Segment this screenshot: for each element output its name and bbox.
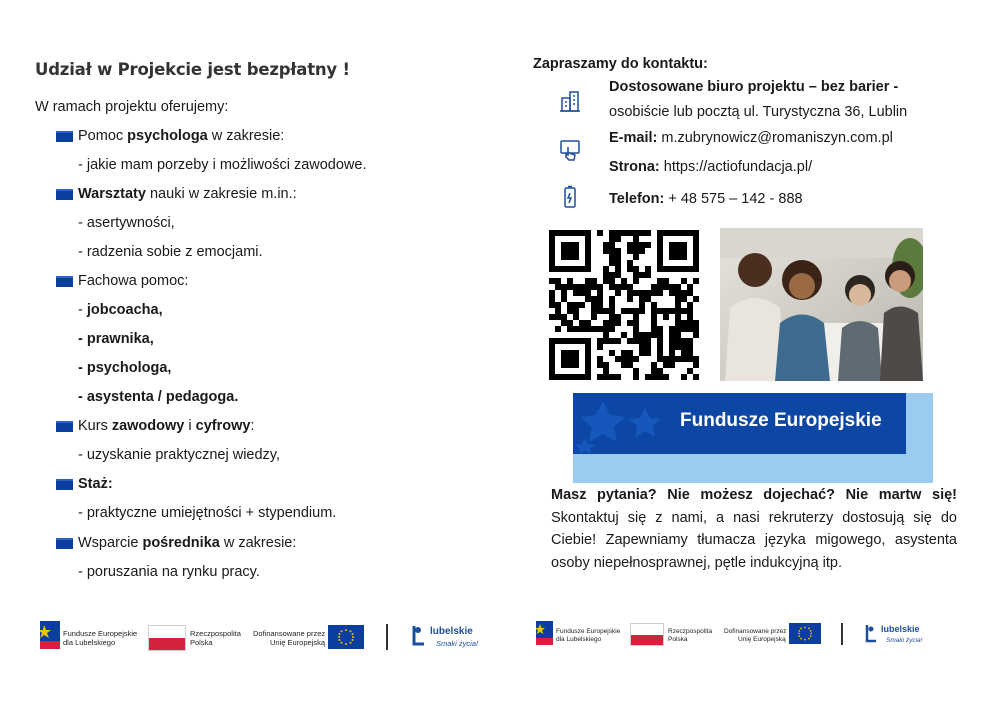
offer-subitem: - prawnika, [78, 331, 154, 347]
phone-line[interactable]: Telefon: + 48 575 – 142 - 888 [609, 191, 803, 207]
offer-subitem: - psychologa, [78, 360, 172, 376]
rp-logo-line2: Polska [668, 636, 688, 643]
offer-item-expert-help: Fachowa pomoc: [78, 273, 189, 289]
eu-cofund-line1: Dofinansowane przez [724, 628, 787, 635]
offer-subitem: - poruszania na rynku pracy. [78, 564, 260, 580]
offer-item-psychologist: Pomoc psychologa w zakresie: [78, 128, 285, 144]
eu-cofund-line2: Unię Europejską [738, 636, 786, 643]
offer-item-intermediary: Wsparcie pośrednika w zakresie: [78, 535, 297, 551]
offer-subitem: - jobcoacha, [78, 302, 163, 318]
rp-logo-line1: Rzeczpospolita [668, 628, 713, 635]
eu-flag-bullet-icon [56, 276, 73, 287]
rp-logo-line1: Rzeczpospolita [190, 629, 241, 638]
poland-flag-icon [148, 625, 186, 651]
lubelskie-logo-tagline: Smaki życia! [886, 637, 923, 644]
office-heading: Dostosowane biuro projektu – bez barier - [609, 79, 899, 95]
eu-flag-icon [328, 625, 364, 649]
contact-heading: Zapraszamy do kontaktu: [533, 56, 708, 72]
touch-screen-icon [558, 138, 582, 167]
offer-subitem: - praktyczne umiejętności + stypendium. [78, 505, 337, 521]
fe-logo-line2: dla Lubelskiego [556, 636, 602, 643]
phone-battery-icon [558, 185, 582, 214]
logo-strip-right [536, 617, 931, 663]
students-photo [720, 228, 923, 381]
page-heading: Udział w Projekcie jest bezpłatny ! [35, 60, 350, 79]
rp-logo-line2: Polska [190, 638, 213, 647]
offer-subitem: - asystenta / pedagoga. [78, 389, 239, 405]
logo-divider [841, 623, 843, 645]
office-address: osobiście lub pocztą ul. Turystyczna 36, Lublin [609, 104, 908, 120]
email-line[interactable]: E-mail: m.zubrynowicz@romaniszyn.com.pl [609, 130, 893, 146]
fe-logo-line1: Fundusze Europejskie [63, 629, 138, 638]
poland-flag-icon [630, 623, 664, 646]
fe-logo-icon [40, 621, 60, 649]
eu-flag-bullet-icon [56, 538, 73, 549]
eu-flag-bullet-icon [56, 131, 73, 142]
lubelskie-logo-name: lubelskie [881, 624, 920, 634]
lubelskie-logo-tagline: Smaki życia! [436, 639, 479, 648]
fe-logo-icon [536, 621, 553, 645]
eu-funds-banner [573, 393, 933, 483]
logo-strip-left [40, 616, 485, 662]
eu-flag-icon [789, 623, 821, 644]
eu-cofund-line2: Unię Europejską [270, 638, 326, 647]
offer-subitem: - jakie mam porzeby i możliwości zawodowe. [78, 157, 367, 173]
eu-flag-bullet-icon [56, 189, 73, 200]
qr-code[interactable] [549, 230, 699, 380]
website-line[interactable]: Strona: https://actiofundacja.pl/ [609, 159, 813, 175]
offer-subitem: - asertywności, [78, 215, 175, 231]
eu-flag-bullet-icon [56, 421, 73, 432]
offer-subitem: - radzenia sobie z emocjami. [78, 244, 263, 260]
offer-subitem: - uzyskanie praktycznej wiedzy, [78, 447, 281, 463]
fe-logo-line1: Fundusze Europejskie [556, 628, 621, 635]
questions-paragraph: Masz pytania? Nie możesz dojechać? Nie martw się! Skontaktuj się z nami, a nasi rekruterzy dostosują się do Ciebie! Zapewniamy tłumacza języka migowego, asystenta osoby niepełnosprawnej, pętle indukcyjną itp. [551, 487, 957, 571]
building-icon [558, 89, 582, 118]
intro-text: W ramach projektu oferujemy: [35, 99, 229, 115]
eu-flag-bullet-icon [56, 479, 73, 490]
offer-item-course: Kurs zawodowy i cyfrowy: [78, 418, 255, 434]
logo-divider [386, 624, 388, 650]
offer-item-internship: Staż: [78, 476, 113, 492]
offer-item-workshops: Warsztaty nauki w zakresie m.in.: [78, 186, 297, 202]
eu-cofund-line1: Dofinansowane przez [253, 629, 326, 638]
eu-funds-banner-text: Fundusze Europejskie [680, 410, 882, 431]
fe-logo-line2: dla Lubelskiego [63, 638, 116, 647]
eu-stars-icon [573, 393, 683, 454]
lubelskie-logo-name: lubelskie [430, 626, 473, 637]
